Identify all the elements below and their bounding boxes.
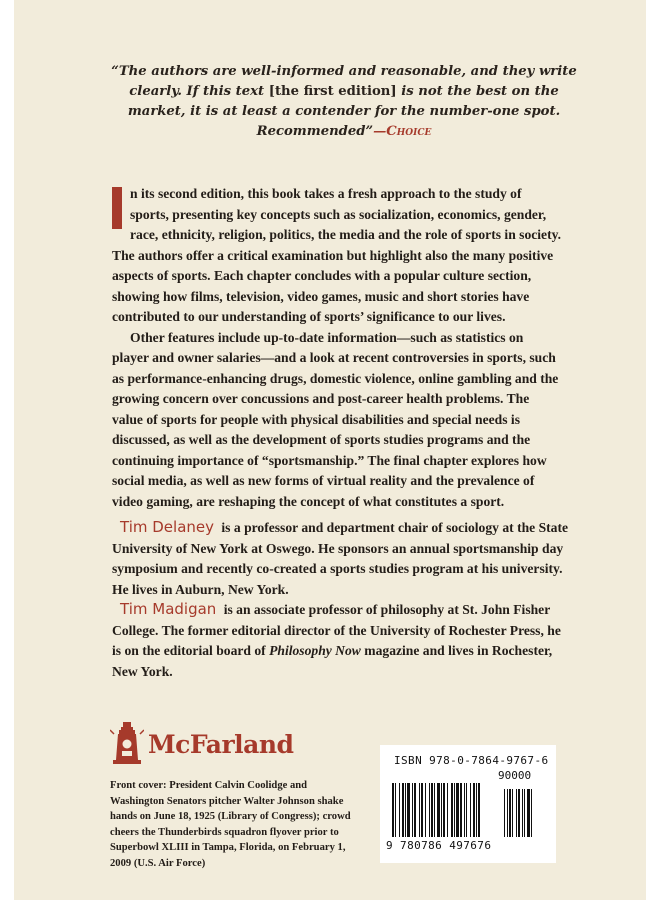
barcode-icon — [390, 783, 550, 839]
dropcap-bar — [112, 187, 122, 229]
description-paragraph-2: Other features include up-to-date information—such as statistics on player and owner salaries—and a look at recent controversies in sports, such as performance-enhancing drugs, domestic violence, online gambling and the growing concern over concussions and post-career health problems. The value of sports for people with physical disabilities and special needs is discussed, as well as the development of sports studies programs and the continuing importance of “sportsmanship.” The final chapter explores how social media, as well as new forms of virtual reality and the prevalence of video gaming, are reshaping the concept of what constitutes a sport. — [112, 329, 559, 509]
review-quote-text-1: “The authors are well-informed and reasonable, and they write clearly. If this text — [111, 64, 577, 99]
author-bio-2-italic: Philosophy Now — [269, 643, 361, 658]
review-quote — [106, 62, 582, 142]
author-name-1: Tim Delaney — [120, 518, 214, 536]
author-bio-2-text-b: magazine and lives in Rochester, New York. — [112, 643, 553, 679]
author-bio-1-text: is a professor and department chair of sociology at the State University of New York at Oswego. He sponsors an annual sportsmanship day symposium and recently co-created a sports studies program at his university. He lives in Auburn, New York. — [112, 520, 569, 597]
review-quote-bracket: [the first edition] — [268, 84, 397, 99]
author-bio-2-text-a: is an associate professor of philosophy at St. John Fisher College. The former editorial director of the University of Rochester Press, he is on the editorial board of — [112, 602, 561, 658]
isbn-text: ISBN 978-0-7864-9767-6 — [394, 754, 549, 767]
author-name-2: Tim Madigan — [120, 600, 217, 618]
description-paragraph-1-text: n its second edition, this book takes a fresh approach to the study of sports, presenting key concepts such as socialization, economics, gender, race, ethnicity, religion, politics, the media and the role of sports in society. The authors offer a critical examination but highlight also the many positive aspects of sports. Each chapter concludes with a popular culture section, showing how films, television, video games, music and short stories have contributed to our understanding of sports’ significance to our lives. — [112, 186, 562, 324]
review-quote-text-2: is not the best on the market, it is at least a contender for the number-one spot. Recommended” — [127, 84, 561, 139]
publisher-name: McFarland — [148, 730, 294, 759]
review-dash: — — [373, 124, 387, 139]
ean-number: 9 780786 497676 — [386, 839, 492, 852]
price-addon-number: 90000 — [498, 769, 532, 782]
book-description — [112, 184, 562, 512]
cover-credit: Front cover: President Calvin Coolidge and Washington Senators pitcher Walter Johnson shake hands on June 18, 1925 (Library of Congress); crowd cheers the Thunderbirds squadron flyover prior to Superbowl XLIII in Tampa, Florida, on February 1, 2009 (U.S. Air Force) — [110, 780, 351, 869]
author-bio-2 — [112, 599, 570, 682]
author-bio-1 — [112, 517, 570, 600]
publisher-logo — [110, 720, 300, 768]
barcode-panel — [380, 745, 556, 863]
review-source: Choice — [386, 124, 432, 139]
description-paragraph-1 — [112, 184, 562, 328]
lighthouse-emblem-icon — [110, 720, 144, 766]
